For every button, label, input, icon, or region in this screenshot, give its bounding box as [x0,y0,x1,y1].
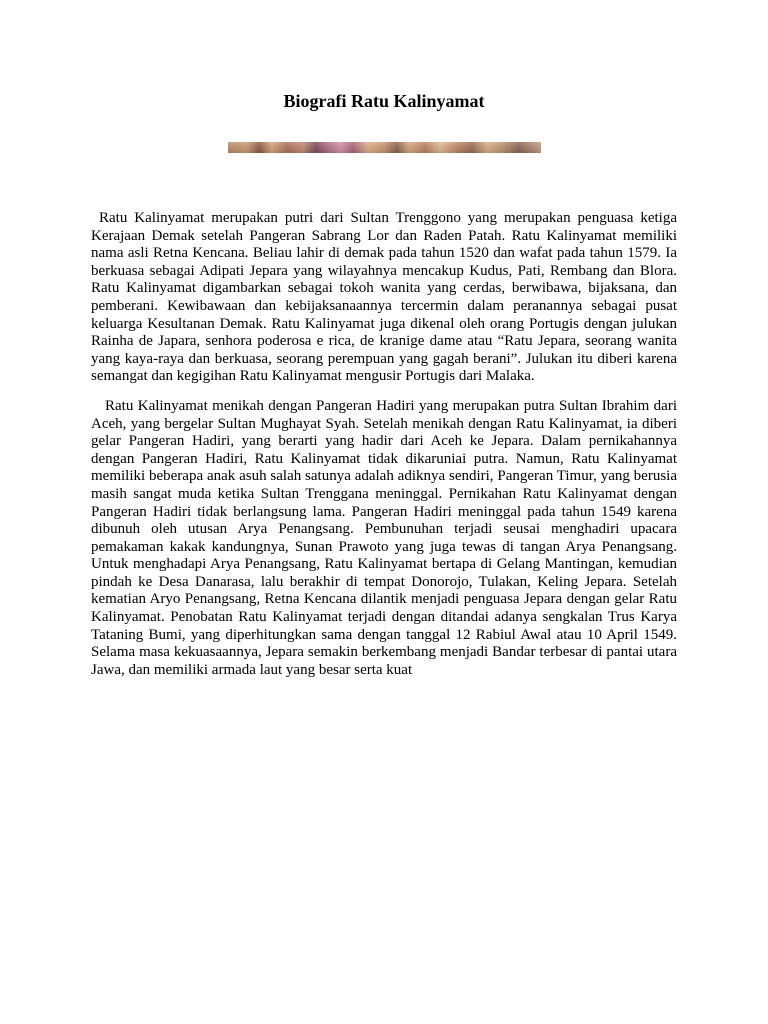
banner-image-shade [228,142,541,153]
paragraph-2: Ratu Kalinyamat menikah dengan Pangeran Hadiri yang merupakan putra Sultan Ibrahim dari Aceh, yang bergelar Sultan Mughayat Syah. Setelah menikah dengan Ratu Kalinyamat, ia diberi gelar Pangeran Hadiri, yang berarti yang hadir dari Aceh ke Jepara. Dalam pernikahannya dengan Pangeran Hadiri, Ratu Kalinyamat tidak dikaruniai putra. Namun, Ratu Kalinyamat memiliki beberapa anak asuh salah satunya adalah adiknya sendiri, Pangeran Timur, yang berusia masih sangat muda ketika Sultan Trenggana meninggal. Pernikahan Ratu Kalinyamat dengan Pangeran Hadiri tidak berlangsung lama. Pangeran Hadiri meninggal pada tahun 1549 karena dibunuh oleh utusan Arya Penangsang. Pembunuhan terjadi seusai menghadiri upacara pemakaman kakak kandungnya, Sunan Prawoto yang juga tewas di tangan Arya Penangsang. Untuk menghadapi Arya Penangsang, Ratu Kalinyamat bertapa di Gelang Mantingan, kemudian pindah ke Desa Danarasa, lalu berakhir di tempat Donorojo, Tulakan, Keling Jepara. Setelah kematian Aryo Penangsang, Retna Kencana dilantik menjadi penguasa Jepara dengan gelar Ratu Kalinyamat. Penobatan Ratu Kalinyamat terjadi dengan ditandai adanya sengkalan Trus Karya Tataning Bumi, yang diperhitungkan sama dengan tanggal 12 Rabiul Awal atau 10 April 1549. Selama masa kekuasaannya, Jepara semakin berkembang menjadi Bandar terbesar di pantai utara Jawa, dan memiliki armada laut yang besar serta kuat [91,397,677,678]
document-body [91,210,677,691]
document-title: Biografi Ratu Kalinyamat [283,91,485,111]
banner-image [228,142,541,153]
paragraph-1: Ratu Kalinyamat merupakan putri dari Sultan Trenggono yang merupakan penguasa ketiga Kerajaan Demak setelah Pangeran Sabrang Lor dan Raden Patah. Ratu Kalinyamat memiliki nama asli Retna Kencana. Beliau lahir di demak pada tahun 1520 dan wafat pada tahun 1579. Ia berkuasa sebagai Adipati Jepara yang wilayahnya mencakup Kudus, Pati, Rembang dan Blora. Ratu Kalinyamat digambarkan sebagai tokoh wanita yang cerdas, berwibawa, bijaksana, dan pemberani. Kewibawaan dan kebijaksanaannya tercermin dalam peranannya sebagai pusat keluarga Kesultanan Demak. Ratu Kalinyamat juga dikenal oleh orang Portugis dengan julukan Rainha de Japara, senhora poderosa e rica, de kranige dame atau “Ratu Jepara, seorang wanita yang kaya-raya dan berkuasa, seorang perempuan yang gagah berani”. Julukan itu diberi karena semangat dan kegigihan Ratu Kalinyamat mengusir Portugis dari Malaka. [91,210,677,385]
